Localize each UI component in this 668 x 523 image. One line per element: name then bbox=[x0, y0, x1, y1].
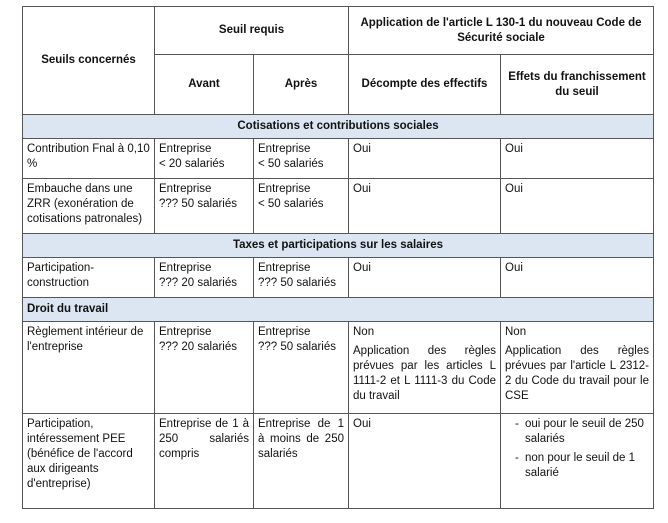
cell-text: Entreprise bbox=[159, 183, 212, 195]
row-label: Embauche dans une ZRR (exonération de cotisations patronales) bbox=[23, 179, 155, 234]
row-label: Contribution Fnal à 0,10 % bbox=[23, 139, 155, 179]
effets-list bbox=[505, 417, 649, 481]
cell-avant bbox=[155, 322, 254, 414]
cell-text: Entreprise bbox=[159, 262, 212, 274]
cell-decompte: Oui bbox=[349, 179, 501, 234]
table-row bbox=[23, 258, 654, 298]
seuils-table bbox=[22, 6, 654, 509]
header-effets: Effets du franchissement du seuil bbox=[501, 55, 654, 115]
cell-text: Application des règles prévues par les articles L 1111-2 et L 1111-3 du Code du travail bbox=[353, 345, 496, 402]
list-item: - oui pour le seuil de 250 salariés bbox=[517, 417, 649, 447]
header-apres: Après bbox=[254, 55, 349, 115]
cell-text: ??? 50 salariés bbox=[159, 198, 237, 210]
section-cotisations: Cotisations et contributions sociales bbox=[23, 115, 654, 139]
cell-text: Entreprise bbox=[258, 143, 311, 155]
cell-text: Application des règles prévues par l'article L 2312-2 du Code du travail pour le CSE bbox=[505, 345, 650, 402]
cell-text: ??? 50 salariés bbox=[258, 341, 336, 353]
cell-effets: Oui bbox=[501, 258, 654, 298]
header-avant: Avant bbox=[155, 55, 254, 115]
list-item: - non pour le seuil de 1 salarié bbox=[517, 451, 649, 481]
cell-decompte: Oui bbox=[349, 139, 501, 179]
cell-text: Entreprise bbox=[258, 326, 311, 338]
section-droit: Droit du travail bbox=[23, 298, 654, 322]
cell-apres bbox=[254, 139, 349, 179]
cell-effets bbox=[501, 322, 654, 414]
cell-text: Entreprise bbox=[258, 262, 311, 274]
section-taxes: Taxes et participations sur les salaires bbox=[23, 234, 654, 258]
cell-text: ??? 50 salariés bbox=[258, 277, 336, 289]
table-row bbox=[23, 414, 654, 509]
cell-effets: Oui bbox=[501, 179, 654, 234]
cell-text: Non bbox=[353, 326, 375, 338]
cell-avant bbox=[155, 179, 254, 234]
cell-avant bbox=[155, 258, 254, 298]
cell-decompte: Oui bbox=[349, 258, 501, 298]
cell-decompte: Oui bbox=[349, 414, 501, 509]
cell-decompte bbox=[349, 322, 501, 414]
cell-text: Entreprise bbox=[159, 326, 212, 338]
cell-avant bbox=[155, 139, 254, 179]
cell-effets bbox=[501, 414, 654, 509]
row-label: Participation-construction bbox=[23, 258, 155, 298]
cell-text: Entreprise bbox=[159, 143, 212, 155]
cell-text: ??? 20 salariés bbox=[159, 277, 237, 289]
table-row bbox=[23, 179, 654, 234]
header-decompte: Décompte des effectifs bbox=[349, 55, 501, 115]
table-row bbox=[23, 322, 654, 414]
cell-text: ??? 20 salariés bbox=[159, 341, 237, 353]
cell-text: < 20 salariés bbox=[159, 158, 225, 170]
cell-text: Non bbox=[505, 326, 527, 338]
cell-apres bbox=[254, 258, 349, 298]
header-seuils-concernes: Seuils concernés bbox=[23, 7, 155, 115]
cell-apres bbox=[254, 322, 349, 414]
cell-apres bbox=[254, 179, 349, 234]
cell-text: Entreprise bbox=[258, 183, 311, 195]
header-application: Application de l'article L 130-1 du nouveau Code de Sécurité sociale bbox=[349, 7, 654, 55]
table-row bbox=[23, 139, 654, 179]
cell-avant: Entreprise de 1 à 250 salariés compris bbox=[155, 414, 254, 509]
header-seuil-requis: Seuil requis bbox=[155, 7, 349, 55]
row-label: Règlement intérieur de l'entreprise bbox=[23, 322, 155, 414]
cell-apres: Entreprise de 1 à moins de 250 salariés bbox=[254, 414, 349, 509]
row-label: Participation, intéressement PEE (bénéfice de l'accord aux dirigeants d'entreprise) bbox=[23, 414, 155, 509]
cell-text: < 50 salariés bbox=[258, 158, 324, 170]
cell-effets: Oui bbox=[501, 139, 654, 179]
cell-text: < 50 salariés bbox=[258, 198, 324, 210]
